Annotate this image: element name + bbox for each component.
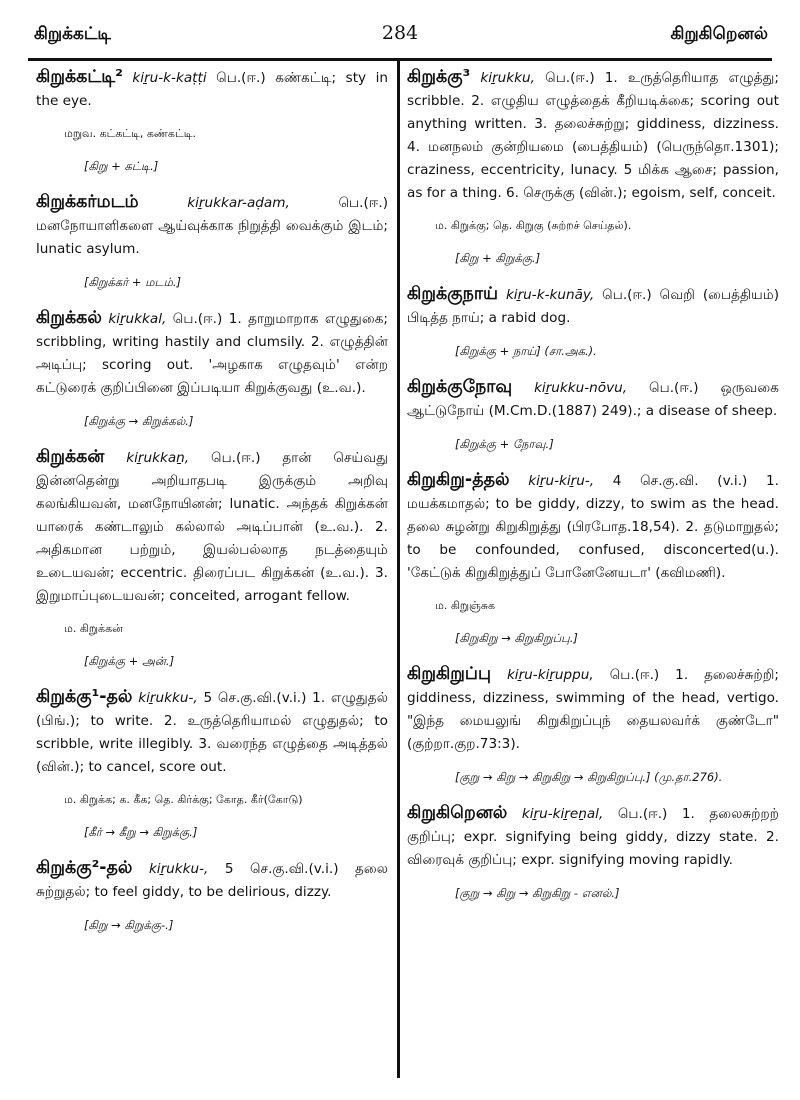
transliteration: kiṟukkar-aḍam, — [187, 195, 290, 211]
headword: கிறுக்கன் — [36, 447, 105, 467]
definition: பெ.(ஈ.) வெறி (பைத்தியம்) பிடித்த நாய்; a rabid dog. — [407, 287, 779, 326]
definition: பெ.(ஈ.) கண்கட்டி; sty in the eye. — [36, 70, 388, 109]
right-column — [407, 66, 779, 918]
dictionary-entry — [36, 857, 388, 904]
etymology: [கிறு + கிறுக்கு.] — [455, 251, 541, 265]
etymology: [குறு → கிறு → கிறுகிறு - எனல்.] — [455, 886, 620, 900]
dictionary-entry — [36, 307, 388, 400]
headword: கிறுக்குநோவு — [407, 377, 513, 397]
cognates: ம. கிறுஞ்சுக — [435, 599, 496, 612]
header-left-guideword: கிறுக்கட்டி — [34, 24, 111, 44]
dictionary-entry — [407, 469, 779, 585]
transliteration: kiṟu-k-kaṭṭi — [132, 70, 207, 86]
headword: கிறுக்கு¹-தல் — [36, 687, 133, 707]
etymology: [கிறுக்கு → கிறுக்கல்.] — [84, 414, 194, 428]
headword: கிறுக்கு²-தல் — [36, 858, 133, 878]
etymology: [கிறுகிறு → கிறுகிறுப்பு.] — [455, 631, 578, 645]
dictionary-entry — [36, 191, 388, 261]
definition: 5 செ.கு.வி.(v.i.) 1. எழுதுதல் (பிங்.); to write. 2. உருத்தெரியாமல் எழுதுதல்; to scribble, write illegibly. 3. வரைந்த எழுத்தை அடித்தல் (வின்.); to cancel, score out. — [36, 690, 388, 775]
definition: பெ.(ஈ.) 1. தலைச்சுற்றி; giddiness, dizziness, swimming of the head, vertigo. "இந்த மையலுங் கிறுகிறுப்புந் தையலவர்க் குண்டோ" (குற்றா.குற.73:3). — [407, 667, 780, 752]
etymology: [கிறுக்கு + அன்.] — [84, 654, 175, 668]
transliteration: kiṟukku-, — [148, 861, 209, 877]
cognates: ம. கிறுக்க; க. கீக; தெ. கிர்க்கு; கோத. கீர்(கோடு) — [64, 793, 303, 806]
headword: கிறுக்குநாய் — [407, 284, 498, 304]
transliteration: kiṟu-k-kunāy, — [505, 287, 595, 303]
definition: 5 செ.கு.வி.(v.i.) தலை சுற்றுதல்; to feel giddy, to be delirious, dizzy. — [36, 861, 388, 900]
transliteration: kiṟu-kiṟu-, — [528, 473, 595, 489]
dictionary-entry — [36, 446, 388, 608]
definition: பெ.(ஈ.) 1. தாறுமாறாக எழுதுகை; scribbling, writing hastily and clumsily. 2. எழுத்தின் அடிப்பு; scoring out. 'அழகாக எழுதவும்' என்ற கட்டுரைக் குறிப்பினை இப்படியா கிறுக்குவது (உ.வ.). — [36, 311, 388, 396]
definition: பெ.(ஈ.) தான் செய்வது இன்னதென்று அறியாதபடி இருக்கும் அறிவு கலங்கியவன், மனநோயினன்; lunatic. அந்தக் கிறுக்கன் யாரைக் கண்டாலும் கல்லால் அடிப்பான் (உ.வ.). 2. அதிகமான பற்றும், இயல்பல்லாத நடத்தையும் உடையவன்; eccentric. திரைப்பட கிறுக்கன் (உ.வ.). 3. இறுமாப்புடையவன்; conceited, arrogant fellow. — [36, 450, 388, 604]
headword: கிறுகிறு-த்தல் — [407, 470, 510, 490]
page-header — [28, 14, 772, 54]
dictionary-entry — [407, 376, 779, 423]
headword: கிறுகிறுப்பு — [407, 664, 491, 684]
transliteration: kiṟukkal, — [108, 311, 167, 327]
etymology: [கிறுக்கு + நாய்] (சா.அக.). — [455, 344, 597, 358]
etymology: [கீர் → கீறு → கிறுக்கு.] — [84, 825, 198, 839]
header-rule — [28, 58, 772, 61]
etymology: [கிறு + கட்டி.] — [84, 159, 159, 173]
cognates: ம. கிறுக்கு; தெ. கிறுகு (சுற்றச் செய்தல்). — [435, 219, 632, 232]
dictionary-entry — [407, 802, 779, 872]
transliteration: kiṟukku, — [480, 70, 535, 86]
transliteration: kiṟukku-nōvu, — [534, 380, 628, 396]
headword: கிறுக்கட்டி² — [36, 67, 123, 87]
transliteration: kiṟu-kiṟeṉal, — [521, 806, 604, 822]
transliteration: kiṟu-kiṟuppu, — [506, 667, 594, 683]
left-column — [36, 66, 388, 950]
headword: கிறுக்கு³ — [407, 67, 471, 87]
dictionary-entry — [407, 663, 779, 756]
definition: 4 செ.கு.வி. (v.i.) 1. மயக்கமாதல்; to be giddy, dizzy, to swim as the head. தலை சுழன்று கிறுகிறுத்து (பிரபோத.18,54). 2. தடுமாறுதல்; to be confounded, confused, disconcerted(u.). 'கேட்டுக் கிறுகிறுத்துப் போனேனேயடா' (கவிமணி). — [407, 473, 779, 581]
headword: கிறுக்கல் — [36, 308, 102, 328]
dictionary-entry — [36, 686, 388, 779]
cognates: மறுவ. கட்கட்டி, கண்கட்டி. — [64, 127, 196, 140]
dictionary-entry — [36, 66, 388, 113]
definition: பெ.(ஈ.) ஒருவகை ஆட்டுநோய் (M.Cm.D.(1887) 249).; a disease of sheep. — [407, 380, 779, 419]
definition: பெ.(ஈ.) 1. உருத்தெரியாத எழுத்து; scribble. 2. எழுதிய எழுத்தைக் கீறியடிக்கை; scoring out anything written. 3. தலைச்சுற்று; giddiness, dizziness. 4. மனநலம் குன்றியமை (பைத்தியம்) (பெருந்தொ.1301); craziness, eccentricity, lunacy. 5 மிக்க ஆசை; passion, as for a thing. 6. செருக்கு (வின்.); egoism, self, conceit. — [407, 70, 779, 201]
definition: பெ.(ஈ.) மனநோயாளிகளை ஆய்வுக்காக நிறுத்தி வைக்கும் இடம்; lunatic asylum. — [36, 195, 388, 257]
transliteration: kiṟukku-, — [138, 690, 198, 706]
etymology: [கிறு → கிறுக்கு-.] — [84, 918, 174, 932]
etymology: [கிறுக்கர் + மடம்.] — [84, 275, 181, 289]
headword: கிறுக்கர்மடம் — [36, 192, 139, 212]
dictionary-entry — [407, 66, 779, 205]
etymology: [குறு → கிறு → கிறுகிறு → கிறுகிறுப்பு.] (மு.தா.276). — [455, 770, 723, 784]
transliteration: kiṟukkaṉ, — [126, 450, 190, 466]
cognates: ம. கிறுக்கன் — [64, 622, 123, 635]
header-right-guideword: கிறுகிறெனல் — [670, 24, 768, 44]
column-divider — [397, 58, 400, 1078]
dictionary-entry — [407, 283, 779, 330]
page-number: 284 — [381, 22, 419, 44]
etymology: [கிறுக்கு + நோவு.] — [455, 437, 554, 451]
headword: கிறுகிறெனல் — [407, 803, 508, 823]
definition: பெ.(ஈ.) 1. தலைசுற்றற் குறிப்பு; expr. signifying being giddy, dizzy state. 2. விரைவுக் குறிப்பு; expr. signifying moving rapidly. — [407, 806, 779, 868]
